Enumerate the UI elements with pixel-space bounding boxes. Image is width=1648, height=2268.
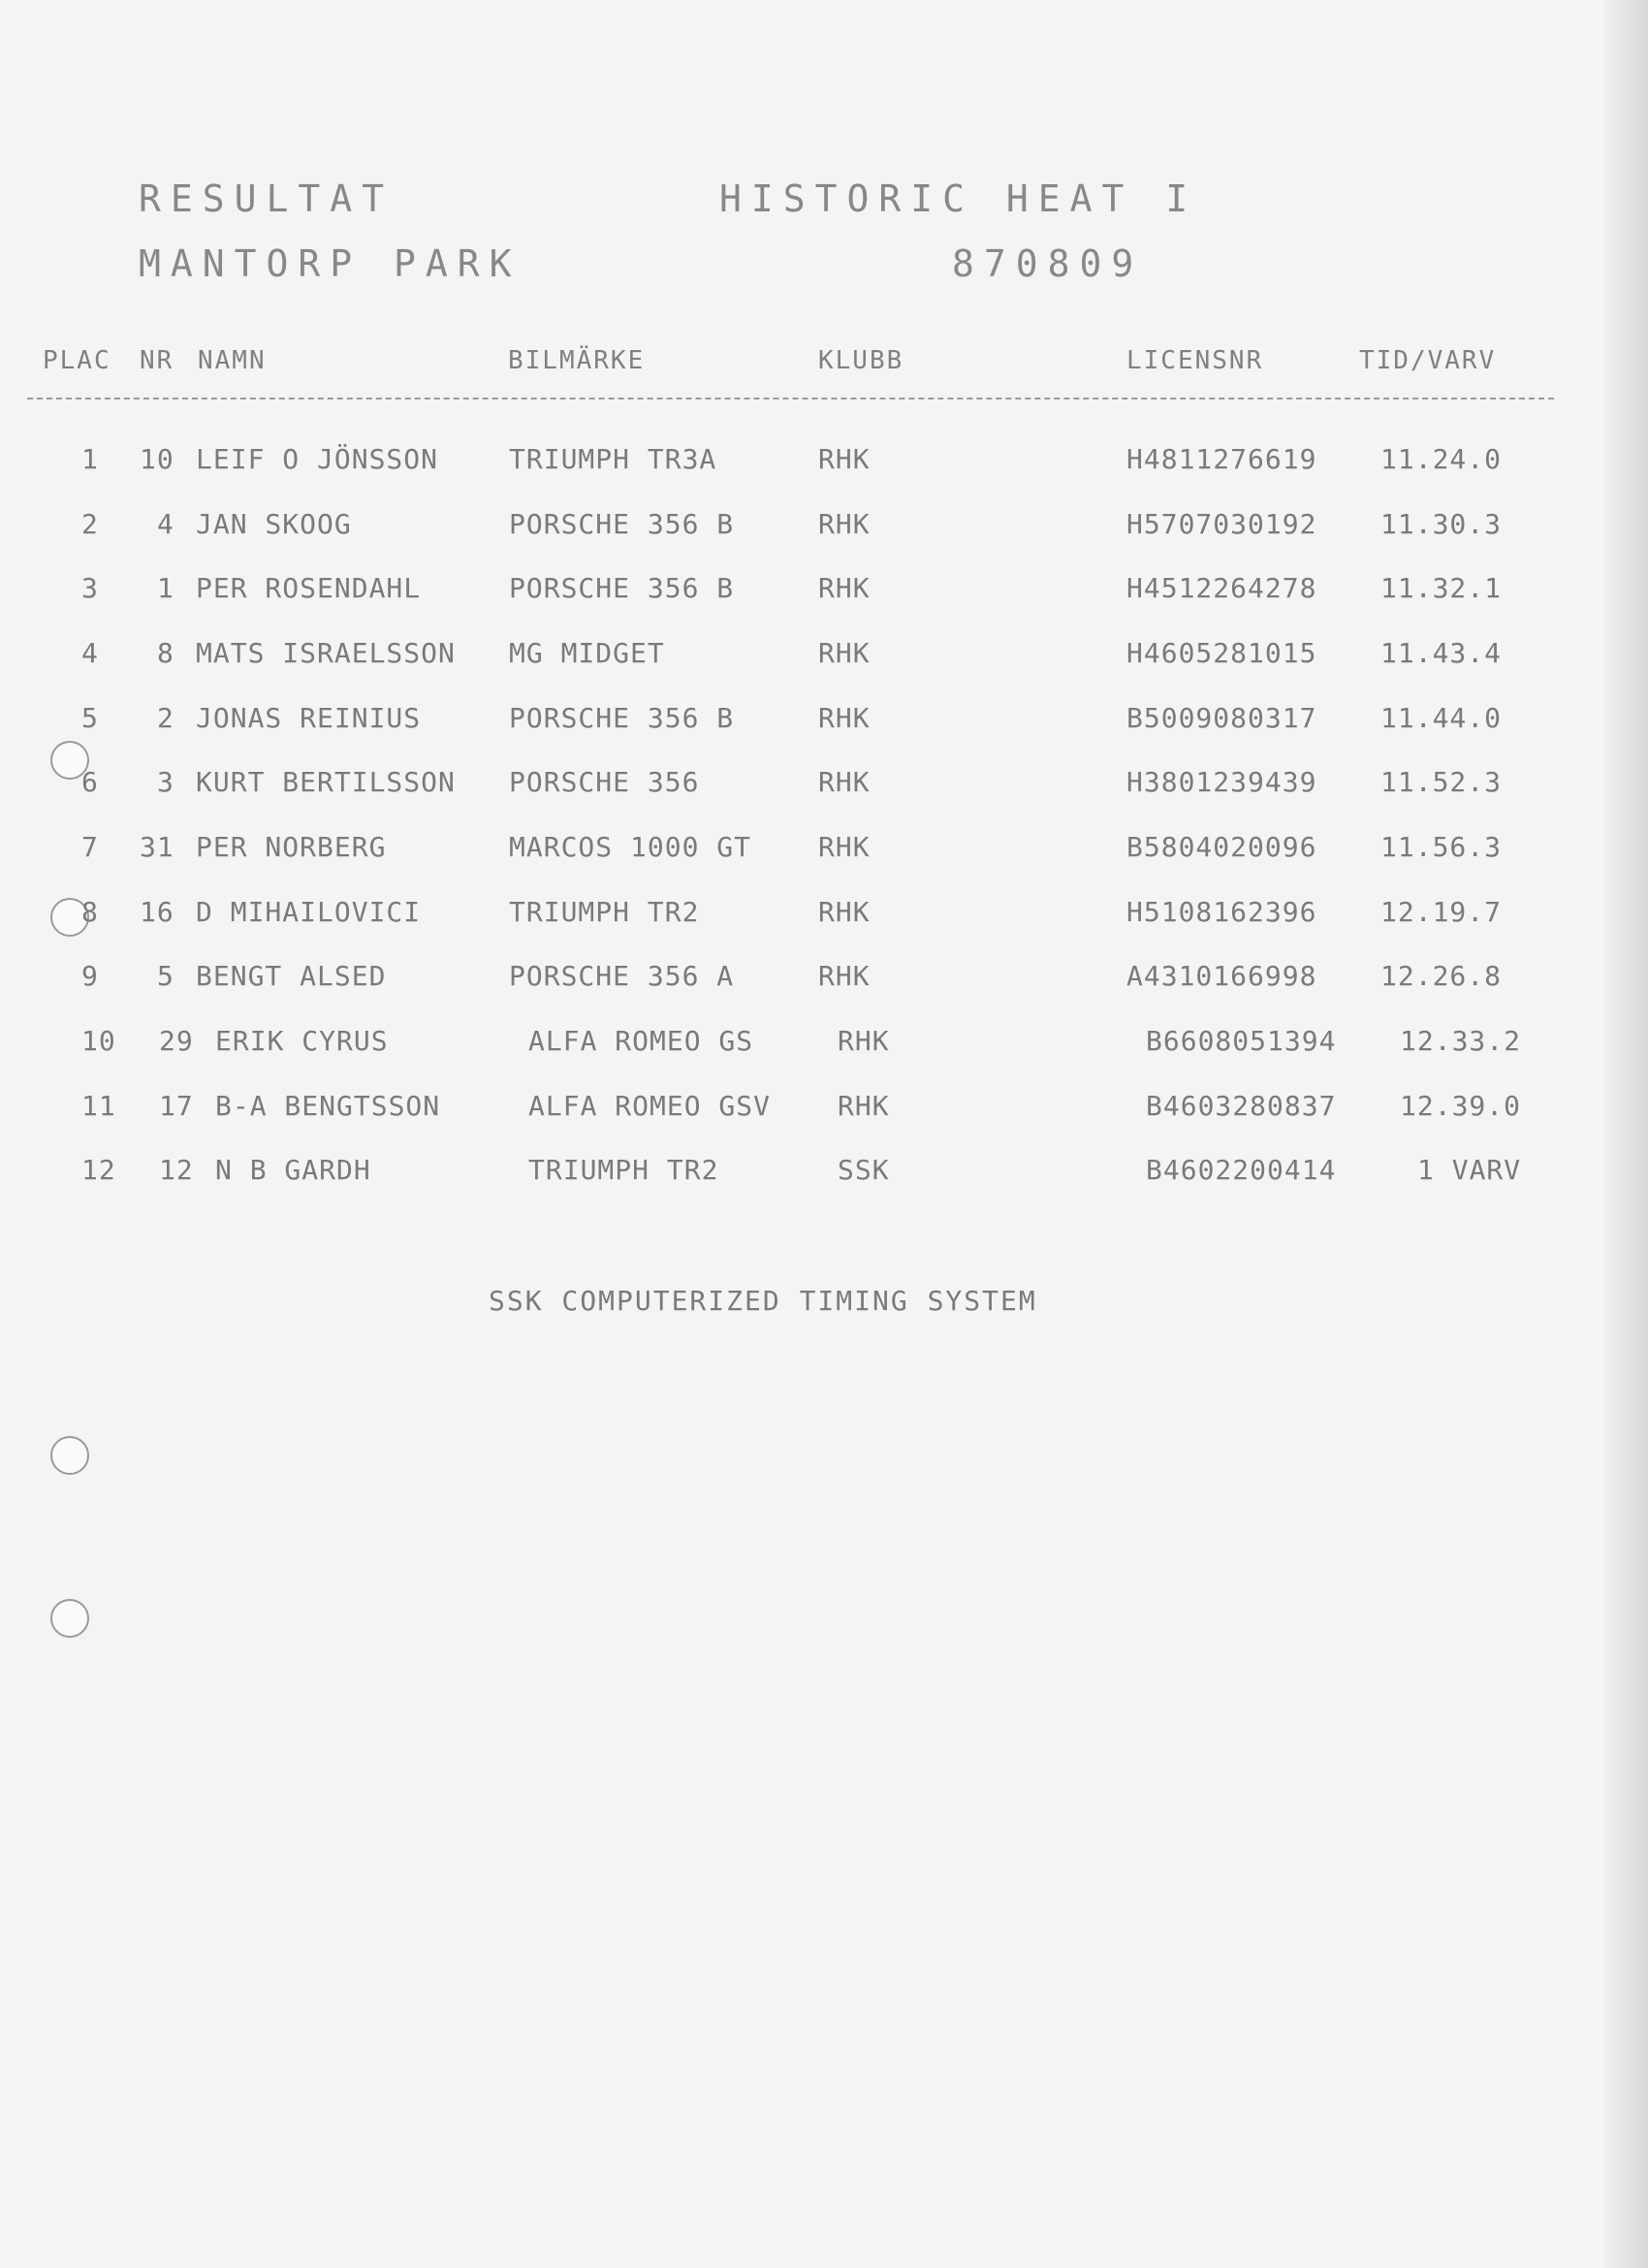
cell-bilmarke: TRIUMPH TR2: [528, 1154, 719, 1186]
cell-klubb: RHK: [818, 831, 871, 863]
cell-namn: ERIK CYRUS: [215, 1025, 389, 1057]
cell-namn: PER ROSENDAHL: [196, 572, 422, 604]
cell-licensnr: H4512264278: [1126, 572, 1317, 604]
cell-licensnr: H5108162396: [1126, 896, 1317, 928]
cell-namn: D MIHAILOVICI: [196, 896, 422, 928]
cell-plac: 4: [81, 637, 99, 669]
cell-bilmarke: PORSCHE 356 B: [509, 572, 735, 604]
cell-licensnr: B5009080317: [1126, 702, 1317, 734]
cell-klubb: RHK: [818, 443, 871, 475]
table-row: [0, 1090, 1648, 1129]
cell-tid: 12.39.0: [1400, 1090, 1522, 1122]
cell-plac: 3: [81, 572, 99, 604]
cell-plac: 2: [81, 508, 99, 540]
table-row: [0, 766, 1648, 805]
cell-tid: 11.32.1: [1380, 572, 1503, 604]
cell-tid: 12.19.7: [1380, 896, 1503, 928]
cell-klubb: RHK: [818, 508, 871, 540]
table-row: [0, 896, 1648, 935]
cell-plac: 9: [81, 960, 99, 992]
cell-klubb: RHK: [818, 766, 871, 798]
venue-name: MANTORP PARK: [139, 242, 522, 285]
cell-licensnr: H4811276619: [1126, 443, 1317, 475]
cell-nr: 10: [140, 443, 174, 475]
table-row: [0, 637, 1648, 676]
cell-nr: 5: [157, 960, 174, 992]
cell-tid: 11.30.3: [1380, 508, 1503, 540]
cell-namn: B-A BENGTSSON: [215, 1090, 441, 1122]
cell-nr: 8: [157, 637, 174, 669]
table-row: [0, 572, 1648, 611]
header-nr: NR: [140, 346, 174, 375]
cell-tid: 11.24.0: [1380, 443, 1503, 475]
header-tid-varv: TID/VARV: [1359, 346, 1497, 375]
cell-klubb: RHK: [838, 1025, 890, 1057]
cell-bilmarke: ALFA ROMEO GSV: [528, 1090, 772, 1122]
cell-nr: 3: [157, 766, 174, 798]
cell-licensnr: A4310166998: [1126, 960, 1317, 992]
cell-namn: LEIF O JÖNSSON: [196, 443, 439, 475]
cell-licensnr: B4603280837: [1146, 1090, 1337, 1122]
cell-plac: 12: [81, 1154, 116, 1186]
cell-namn: JONAS REINIUS: [196, 702, 422, 734]
table-row: [0, 831, 1648, 870]
cell-licensnr: H5707030192: [1126, 508, 1317, 540]
cell-bilmarke: MARCOS 1000 GT: [509, 831, 752, 863]
punch-hole: [50, 1599, 89, 1638]
cell-tid: 12.26.8: [1380, 960, 1503, 992]
cell-bilmarke: PORSCHE 356: [509, 766, 700, 798]
header-bilmarke: BILMÄRKE: [508, 346, 646, 375]
cell-nr: 12: [159, 1154, 194, 1186]
cell-klubb: RHK: [838, 1090, 890, 1122]
cell-nr: 29: [159, 1025, 194, 1057]
cell-namn: MATS ISRAELSSON: [196, 637, 456, 669]
footer-note: SSK COMPUTERIZED TIMING SYSTEM: [489, 1285, 1037, 1317]
cell-nr: 17: [159, 1090, 194, 1122]
header-licensnr: LICENSNR: [1126, 346, 1264, 375]
cell-klubb: RHK: [818, 572, 871, 604]
header-plac: PLAC: [43, 346, 111, 375]
cell-nr: 16: [140, 896, 174, 928]
cell-bilmarke: PORSCHE 356 B: [509, 508, 735, 540]
cell-licensnr: B4602200414: [1146, 1154, 1337, 1186]
cell-plac: 8: [81, 896, 99, 928]
cell-licensnr: H3801239439: [1126, 766, 1317, 798]
cell-plac: 1: [81, 443, 99, 475]
cell-nr: 4: [157, 508, 174, 540]
cell-nr: 1: [157, 572, 174, 604]
cell-plac: 5: [81, 702, 99, 734]
cell-plac: 6: [81, 766, 99, 798]
cell-plac: 11: [81, 1090, 116, 1122]
cell-bilmarke: TRIUMPH TR3A: [509, 443, 717, 475]
table-row: [0, 702, 1648, 741]
table-row: [0, 960, 1648, 999]
cell-namn: PER NORBERG: [196, 831, 387, 863]
cell-klubb: RHK: [818, 637, 871, 669]
cell-plac: 7: [81, 831, 99, 863]
cell-klubb: RHK: [818, 896, 871, 928]
cell-licensnr: H4605281015: [1126, 637, 1317, 669]
cell-bilmarke: MG MIDGET: [509, 637, 665, 669]
cell-licensnr: B5804020096: [1126, 831, 1317, 863]
cell-tid: 11.52.3: [1380, 766, 1503, 798]
cell-bilmarke: TRIUMPH TR2: [509, 896, 700, 928]
cell-tid: 12.33.2: [1400, 1025, 1522, 1057]
table-row: [0, 1025, 1648, 1064]
cell-tid: 11.56.3: [1380, 831, 1503, 863]
cell-klubb: SSK: [838, 1154, 890, 1186]
cell-licensnr: B6608051394: [1146, 1025, 1337, 1057]
cell-nr: 2: [157, 702, 174, 734]
cell-bilmarke: PORSCHE 356 B: [509, 702, 735, 734]
table-row: [0, 1154, 1648, 1193]
event-title: HISTORIC HEAT I: [719, 177, 1198, 220]
cell-tid: 1 VARV: [1417, 1154, 1522, 1186]
table-row: [0, 443, 1648, 482]
header-namn: NAMN: [198, 346, 267, 375]
cell-namn: KURT BERTILSSON: [196, 766, 456, 798]
cell-tid: 11.44.0: [1380, 702, 1503, 734]
cell-nr: 31: [140, 831, 174, 863]
report-title: RESULTAT: [139, 177, 395, 220]
page-edge-shadow: [1604, 0, 1648, 2268]
cell-bilmarke: PORSCHE 356 A: [509, 960, 735, 992]
cell-bilmarke: ALFA ROMEO GS: [528, 1025, 754, 1057]
cell-namn: JAN SKOOG: [196, 508, 352, 540]
table-row: [0, 508, 1648, 547]
cell-namn: N B GARDH: [215, 1154, 371, 1186]
event-date: 870809: [952, 242, 1144, 285]
cell-plac: 10: [81, 1025, 116, 1057]
cell-namn: BENGT ALSED: [196, 960, 387, 992]
header-divider: [27, 398, 1554, 399]
cell-tid: 11.43.4: [1380, 637, 1503, 669]
cell-klubb: RHK: [818, 960, 871, 992]
header-klubb: KLUBB: [818, 346, 904, 375]
punch-hole: [50, 1436, 89, 1475]
cell-klubb: RHK: [818, 702, 871, 734]
